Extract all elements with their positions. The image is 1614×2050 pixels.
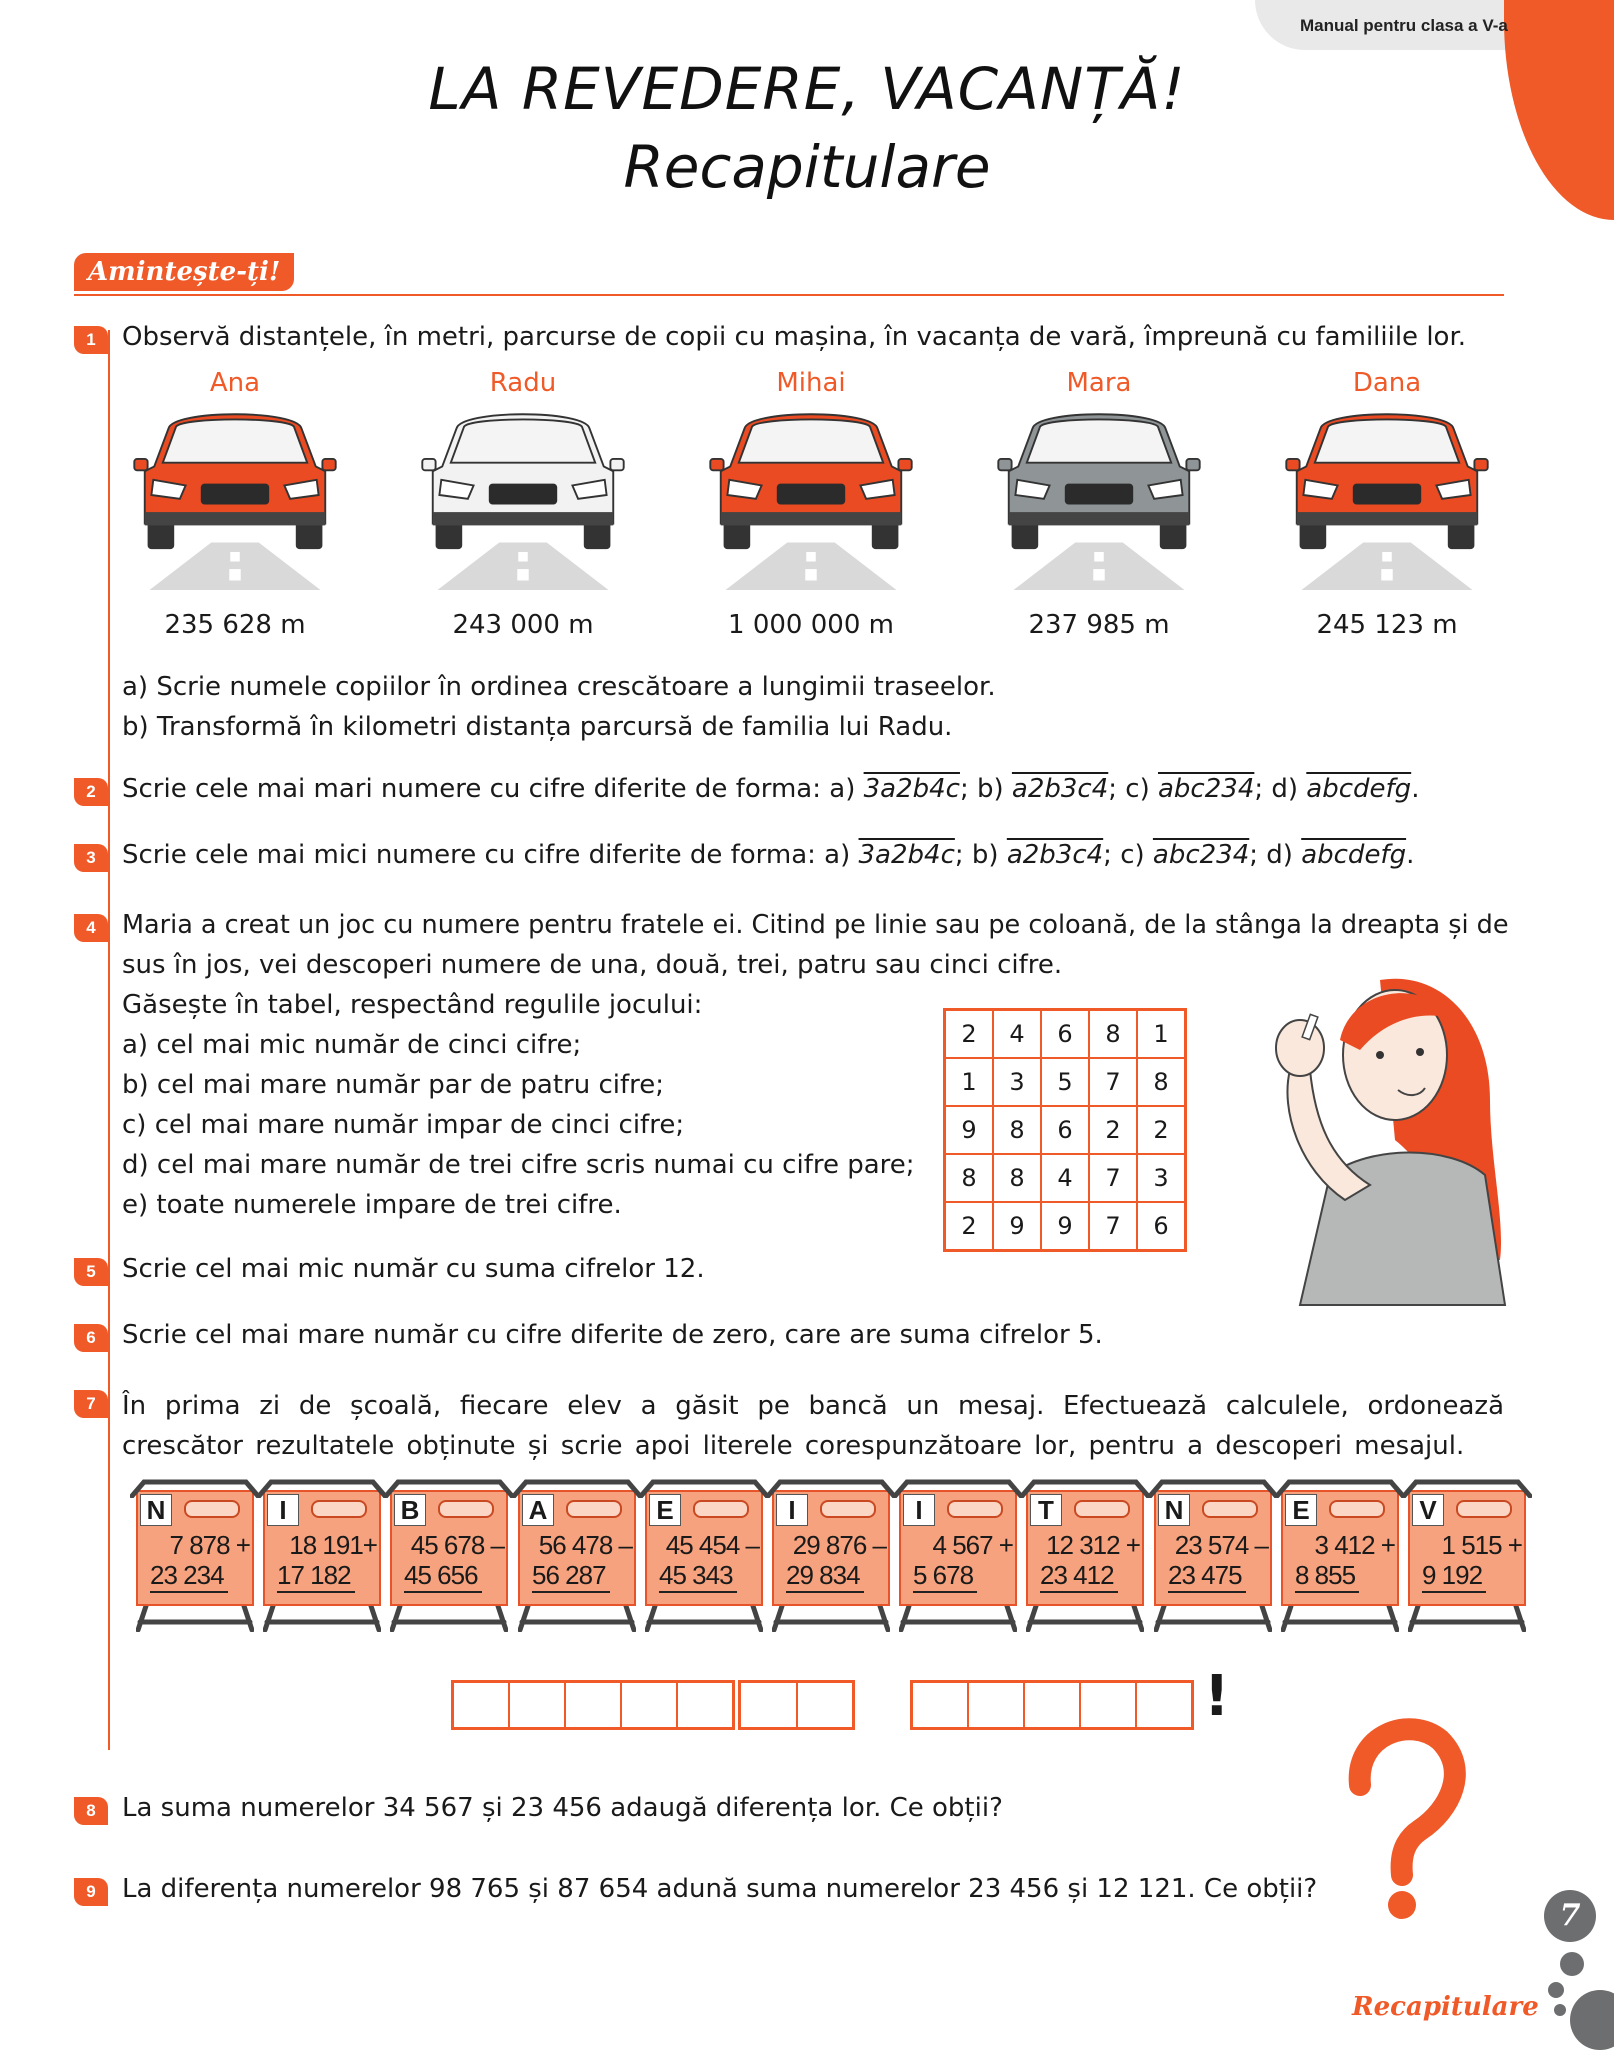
board-operand-1: 56 478 – xyxy=(538,1530,632,1560)
grid-cell: 6 xyxy=(1041,1010,1089,1059)
exercise-number-2: 2 xyxy=(74,778,108,806)
answer-letter-box[interactable] xyxy=(913,1683,969,1727)
board-letter: E xyxy=(649,1494,681,1526)
board-top-bar-icon xyxy=(1275,1478,1405,1498)
grid-cell: 8 xyxy=(1137,1058,1186,1106)
board-operand-2: 29 834 xyxy=(786,1560,864,1593)
board-stand-icon xyxy=(1281,1606,1399,1632)
answer-letter-box[interactable] xyxy=(510,1683,566,1727)
page-subtitle: Recapitulare xyxy=(623,133,991,201)
grid-cell: 7 xyxy=(1089,1202,1137,1251)
board-operand-1: 23 574 – xyxy=(1174,1530,1268,1560)
ex2-sep: ; d) xyxy=(1254,774,1307,804)
ex2-prefix: Scrie cele mai mari numere cu cifre diferite de forma: a) xyxy=(122,774,864,804)
board-operand-2: 23 412 xyxy=(1040,1560,1118,1593)
answer-letter-box[interactable] xyxy=(566,1683,622,1727)
exercise-6-text: Scrie cel mai mare număr cu cifre diferite de zero, care are suma cifrelor 5. xyxy=(122,1320,1103,1350)
remember-label: Amintește-ți! xyxy=(74,253,294,291)
car-owner-name: Ana xyxy=(209,368,261,398)
answer-word-boxes[interactable] xyxy=(910,1680,1194,1730)
math-board xyxy=(518,1490,636,1632)
answer-letter-box[interactable] xyxy=(678,1683,732,1727)
board-operand-1: 18 191+ xyxy=(289,1530,377,1560)
grid-cell: 1 xyxy=(945,1058,994,1106)
exercise-4-line1: Maria a creat un joc cu numere pentru fratele ei. Citind pe linie sau pe coloană, de la stânga la dreapta și de xyxy=(122,910,1509,940)
exercise-1-b: b) Transformă în kilometri distanța parcursă de familia lui Radu. xyxy=(122,712,953,742)
grid-cell: 2 xyxy=(1137,1106,1186,1154)
grid-row xyxy=(945,1010,1186,1059)
board-stand-icon xyxy=(1154,1606,1272,1632)
answer-letter-box[interactable] xyxy=(798,1683,853,1727)
exercise-number-9: 9 xyxy=(74,1878,108,1906)
ex2-form-a: 3a2b4c xyxy=(863,774,960,804)
chapter-number: 1 xyxy=(1561,14,1601,80)
board-stand-icon xyxy=(518,1606,636,1632)
grid-cell: 9 xyxy=(1041,1202,1089,1251)
board-operand-1: 7 878 + xyxy=(169,1530,250,1560)
exercise-4-a: a) cel mai mic număr de cinci cifre; xyxy=(122,1030,582,1060)
math-board xyxy=(1408,1490,1526,1632)
board-operand-2: 45 343 xyxy=(659,1560,737,1593)
exercise-number-1: 1 xyxy=(74,326,108,354)
answer-letter-box[interactable] xyxy=(1137,1683,1191,1727)
board-operand-2: 23 234 xyxy=(150,1560,228,1593)
grid-cell: 8 xyxy=(993,1106,1041,1154)
board-top-bar-icon xyxy=(639,1478,769,1498)
grid-cell: 7 xyxy=(1089,1058,1137,1106)
exercise-4-line2: sus în jos, vei descoperi numere de una, două, trei, patru sau cinci cifre. xyxy=(122,950,1063,980)
board-slot xyxy=(693,1500,749,1518)
exercise-4-line3: Găsește în tabel, respectând regulile jocului: xyxy=(122,990,703,1020)
page-title: LA REVEDERE, VACANȚĂ! xyxy=(428,55,1186,123)
grid-cell: 8 xyxy=(1089,1010,1137,1059)
grid-cell: 2 xyxy=(945,1010,994,1059)
board-slot xyxy=(820,1500,876,1518)
car-distance: 235 628 m xyxy=(164,610,306,640)
board-slot xyxy=(1074,1500,1130,1518)
board-operand-2: 56 287 xyxy=(532,1560,610,1593)
board-stand-icon xyxy=(772,1606,890,1632)
grid-cell: 4 xyxy=(1041,1154,1089,1202)
board-top-bar-icon xyxy=(130,1478,260,1498)
board-letter: I xyxy=(267,1494,299,1526)
exercise-4-c: c) cel mai mare număr impar de cinci cifre; xyxy=(122,1110,685,1140)
ex3-end: . xyxy=(1406,840,1415,870)
board-top-bar-icon xyxy=(766,1478,896,1498)
ex3-sep: ; c) xyxy=(1103,840,1153,870)
car-owner-name: Mihai xyxy=(776,368,846,398)
board-stand-icon xyxy=(390,1606,508,1632)
board-letter: N xyxy=(1158,1494,1190,1526)
exercise-7-text: În prima zi de școală, fiecare elev a găsit pe bancă un mesaj. Efectuează calculele, ordonează crescător rezultatele obținute și scrie apoi literele corespunzătoare lor, pentru a descoperi mesajul. xyxy=(122,1391,1504,1461)
board-slot xyxy=(184,1500,240,1518)
answer-letter-box[interactable] xyxy=(1081,1683,1137,1727)
board-slot xyxy=(1202,1500,1258,1518)
board-top-bar-icon xyxy=(512,1478,642,1498)
ex2-end: . xyxy=(1411,774,1420,804)
grid-cell: 6 xyxy=(1041,1106,1089,1154)
board-stand-icon xyxy=(899,1606,1017,1632)
math-board xyxy=(772,1490,890,1632)
ex2-form-c: abc234 xyxy=(1158,774,1255,804)
answer-word-boxes[interactable] xyxy=(738,1680,855,1730)
car-icon xyxy=(989,400,1209,590)
ex2-sep: ; b) xyxy=(959,774,1012,804)
board-letter: N xyxy=(140,1494,172,1526)
exercise-1-text: Observă distanțele, în metri, parcurse de copii cu mașina, în vacanța de vară, împreună cu familiile lor. xyxy=(122,322,1467,352)
math-board xyxy=(645,1490,763,1632)
grid-row xyxy=(945,1106,1186,1154)
exercise-number-5: 5 xyxy=(74,1258,108,1286)
board-operand-2: 8 855 xyxy=(1295,1560,1359,1593)
exercise-number-3: 3 xyxy=(74,844,108,872)
ex3-form-c: abc234 xyxy=(1152,840,1250,870)
board-stand-icon xyxy=(263,1606,381,1632)
decor-dot xyxy=(1554,2004,1566,2016)
grid-cell: 7 xyxy=(1089,1154,1137,1202)
board-letter: I xyxy=(776,1494,808,1526)
car-distance: 243 000 m xyxy=(452,610,594,640)
grid-cell: 2 xyxy=(1089,1106,1137,1154)
board-top-bar-icon xyxy=(1402,1478,1532,1498)
math-board xyxy=(899,1490,1017,1632)
ex3-sep: ; b) xyxy=(954,840,1007,870)
exercise-8-text: La suma numerelor 34 567 și 23 456 adaugă diferența lor. Ce obții? xyxy=(122,1793,1003,1823)
grid-cell: 8 xyxy=(993,1154,1041,1202)
board-top-bar-icon xyxy=(1020,1478,1150,1498)
exercise-number-8: 8 xyxy=(74,1797,108,1825)
board-letter: V xyxy=(1412,1494,1444,1526)
exercise-number-6: 6 xyxy=(74,1324,108,1352)
grid-cell: 5 xyxy=(1041,1058,1089,1106)
grid-cell: 2 xyxy=(945,1202,994,1251)
answer-letter-box[interactable] xyxy=(969,1683,1025,1727)
exercise-1-a: a) Scrie numele copiilor în ordinea crescătoare a lungimii traseelor. xyxy=(122,672,996,702)
board-stand-icon xyxy=(1026,1606,1144,1632)
grid-cell: 9 xyxy=(945,1106,994,1154)
math-board xyxy=(1154,1490,1272,1632)
grid-cell: 3 xyxy=(993,1058,1041,1106)
exercise-3-text xyxy=(122,840,1414,870)
exercise-number-4: 4 xyxy=(74,914,108,942)
board-slot xyxy=(1456,1500,1512,1518)
car-owner-name: Radu xyxy=(489,368,557,398)
ex3-form-d: abcdefg xyxy=(1301,840,1407,870)
question-mark-icon xyxy=(1340,1715,1470,1920)
math-board xyxy=(1281,1490,1399,1632)
exclamation-mark: ! xyxy=(1204,1664,1230,1729)
exercise-9-text: La diferența numerelor 98 765 și 87 654 adună suma numerelor 23 456 și 12 121. Ce obții? xyxy=(122,1874,1318,1904)
exercise-4-b: b) cel mai mare număr par de patru cifre; xyxy=(122,1070,665,1100)
grid-cell: 8 xyxy=(945,1154,994,1202)
section-rule xyxy=(74,294,1504,296)
decor-dot xyxy=(1560,1952,1584,1976)
ex2-sep: ; c) xyxy=(1108,774,1158,804)
board-slot xyxy=(1329,1500,1385,1518)
board-top-bar-icon xyxy=(384,1478,514,1498)
math-board xyxy=(1026,1490,1144,1632)
car-distance: 1 000 000 m xyxy=(728,610,894,640)
board-slot xyxy=(566,1500,622,1518)
board-operand-2: 45 656 xyxy=(404,1560,482,1593)
board-top-bar-icon xyxy=(1148,1478,1278,1498)
car-owner-name: Mara xyxy=(1066,368,1132,398)
ex3-sep: ; d) xyxy=(1249,840,1302,870)
board-operand-1: 3 412 + xyxy=(1314,1530,1395,1560)
car-distance: 237 985 m xyxy=(1028,610,1170,640)
ex2-form-d: abcdefg xyxy=(1306,774,1412,804)
exercise-4-d: d) cel mai mare număr de trei cifre scris numai cu cifre pare; xyxy=(122,1150,915,1180)
grid-row xyxy=(945,1058,1186,1106)
ex2-form-b: a2b3c4 xyxy=(1011,774,1109,804)
math-board xyxy=(263,1490,381,1632)
car-icon xyxy=(125,400,345,590)
board-top-bar-icon xyxy=(893,1478,1023,1498)
board-letter: I xyxy=(903,1494,935,1526)
board-operand-1: 1 515 + xyxy=(1441,1530,1522,1560)
board-operand-2: 23 475 xyxy=(1168,1560,1246,1593)
answer-letter-box[interactable] xyxy=(1025,1683,1081,1727)
board-slot xyxy=(438,1500,494,1518)
board-letter: T xyxy=(1030,1494,1062,1526)
grid-cell: 6 xyxy=(1137,1202,1186,1251)
board-top-bar-icon xyxy=(257,1478,387,1498)
board-letter: B xyxy=(394,1494,426,1526)
grid-cell: 1 xyxy=(1137,1010,1186,1059)
board-letter: E xyxy=(1285,1494,1317,1526)
math-board xyxy=(390,1490,508,1632)
exercise-2-text xyxy=(122,774,1419,804)
decor-corner xyxy=(1570,1990,1614,2050)
board-slot xyxy=(311,1500,367,1518)
manual-label: Manual pentru clasa a V-a xyxy=(1300,16,1508,35)
board-operand-1: 45 454 – xyxy=(665,1530,759,1560)
math-board xyxy=(136,1490,254,1632)
page-number: 7 xyxy=(1544,1890,1596,1942)
board-operand-2: 5 678 xyxy=(913,1560,977,1593)
board-stand-icon xyxy=(1408,1606,1526,1632)
car-owner-name: Dana xyxy=(1352,368,1422,398)
exercise-number-7: 7 xyxy=(74,1390,108,1418)
decor-dot xyxy=(1548,1982,1564,1998)
board-operand-2: 17 182 xyxy=(277,1560,355,1593)
board-letter: A xyxy=(522,1494,554,1526)
grid-cell: 9 xyxy=(993,1202,1041,1251)
board-operand-2: 9 192 xyxy=(1422,1560,1486,1593)
answer-letter-box[interactable] xyxy=(741,1683,798,1727)
board-operand-1: 4 567 + xyxy=(932,1530,1013,1560)
car-icon xyxy=(413,400,633,590)
board-slot xyxy=(947,1500,1003,1518)
grid-row xyxy=(945,1202,1186,1251)
ex3-form-a: 3a2b4c xyxy=(858,840,955,870)
exercise-4-e: e) toate numerele impare de trei cifre. xyxy=(122,1190,622,1220)
girl-illustration xyxy=(1220,960,1520,1310)
board-operand-1: 12 312 + xyxy=(1046,1530,1140,1560)
grid-row xyxy=(945,1154,1186,1202)
board-operand-1: 45 678 – xyxy=(410,1530,504,1560)
number-grid xyxy=(943,1008,1187,1252)
margin-line xyxy=(108,330,110,1750)
ex3-form-b: a2b3c4 xyxy=(1006,840,1104,870)
answer-letter-box[interactable] xyxy=(622,1683,678,1727)
answer-word-boxes[interactable] xyxy=(451,1680,735,1730)
exercise-5-text: Scrie cel mai mic număr cu suma cifrelor 12. xyxy=(122,1254,705,1284)
car-icon xyxy=(701,400,921,590)
grid-cell: 3 xyxy=(1137,1154,1186,1202)
board-operand-1: 29 876 – xyxy=(792,1530,886,1560)
ex3-prefix: Scrie cele mai mici numere cu cifre diferite de forma: a) xyxy=(122,840,859,870)
car-icon xyxy=(1277,400,1497,590)
grid-cell: 4 xyxy=(993,1010,1041,1059)
footer-section: Recapitulare xyxy=(1352,1992,1539,2022)
board-stand-icon xyxy=(645,1606,763,1632)
board-stand-icon xyxy=(136,1606,254,1632)
car-distance: 245 123 m xyxy=(1316,610,1458,640)
answer-letter-box[interactable] xyxy=(454,1683,510,1727)
